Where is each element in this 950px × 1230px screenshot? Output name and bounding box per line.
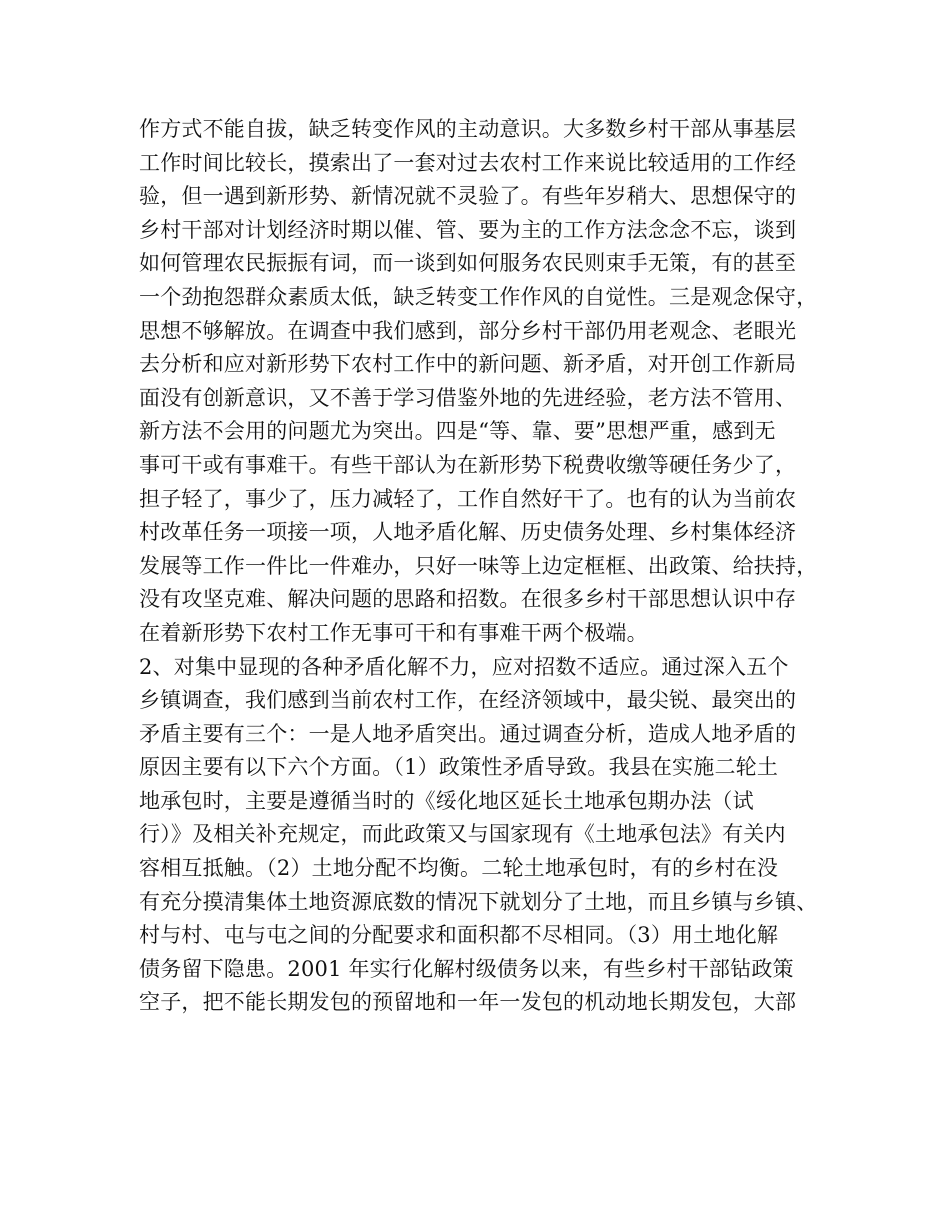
text-line: 地承包时，主要是遵循当时的《绥化地区延长土地承包期办法（试 [139,788,754,813]
text-line: 有充分摸清集体土地资源底数的情况下就划分了土地，而且乡镇与乡镇、 [139,889,818,914]
text-line: 作方式不能自拔，缺乏转变作风的主动意识。大多数乡村干部从事基层 [139,117,797,141]
text-line: 在着新形势下农村工作无事可干和有事难干两个极端。 [139,620,648,645]
text-line: 思想不够解放。在调查中我们感到，部分乡村干部仍用老观念、老眼光 [139,318,797,343]
text-line: 新方法不会用的问题尤为突出。四是“等、靠、要”思想严重，感到无 [139,419,776,444]
text-line: 2、对集中显现的各种矛盾化解不力，应对招数不适应。通过深入五个 [139,654,789,679]
text-line: 发展等工作一件比一件难办，只好一味等上边定框框、出政策、给扶持， [139,553,818,578]
text-line: 容相互抵触。（2）土地分配不均衡。二轮土地承包时，有的乡村在没 [139,856,779,881]
text-line: 面没有创新意识，又不善于学习借鉴外地的先进经验，老方法不管用、 [139,385,797,410]
text-line: 乡村干部对计划经济时期以催、管、要为主的工作方法念念不忘，谈到 [139,217,797,242]
text-line: 债务留下隐患。2001 年实行化解村级债务以来，有些乡村干部钻政策 [139,956,794,981]
text-line: 去分析和应对新形势下农村工作中的新问题、新矛盾，对开创工作新局 [139,352,797,377]
text-line: 村改革任务一项接一项，人地矛盾化解、历史债务处理、乡村集体经济 [139,520,797,545]
text-line: 事可干或有事难干。有些干部认为在新形势下税费收缴等硬任务少了， [139,452,797,477]
text-line: 没有攻坚克难、解决问题的思路和招数。在很多乡村干部思想认识中存 [139,587,797,612]
text-line: 矛盾主要有三个：一是人地矛盾突出。通过调查分析，造成人地矛盾的 [139,721,797,746]
text-line: 原因主要有以下六个方面。（1）政策性矛盾导致。我县在实施二轮土 [139,755,779,780]
text-line: 验，但一遇到新形势、新情况就不灵验了。有些年岁稍大、思想保守的 [139,184,797,209]
text-line: 如何管理农民振振有词，而一谈到如何服务农民则束手无策，有的甚至 [139,251,797,276]
body-text [139,113,829,1020]
text-line: 一个劲抱怨群众素质太低，缺乏转变工作作风的自觉性。三是观念保守， [139,284,818,309]
text-line: 村与村、屯与屯之间的分配要求和面积都不尽相同。（3）用土地化解 [139,923,779,948]
text-line: 空子，把不能长期发包的预留地和一年一发包的机动地长期发包，大部 [139,990,797,1015]
text-line: 工作时间比较长，摸索出了一套对过去农村工作来说比较适用的工作经 [139,150,797,175]
text-line: 乡镇调查，我们感到当前农村工作，在经济领域中，最尖锐、最突出的 [139,688,797,713]
text-line: 行）》及相关补充规定，而此政策又与国家现有《土地承包法》有关内 [139,822,786,847]
text-line: 担子轻了，事少了，压力减轻了，工作自然好干了。也有的认为当前农 [139,486,797,511]
